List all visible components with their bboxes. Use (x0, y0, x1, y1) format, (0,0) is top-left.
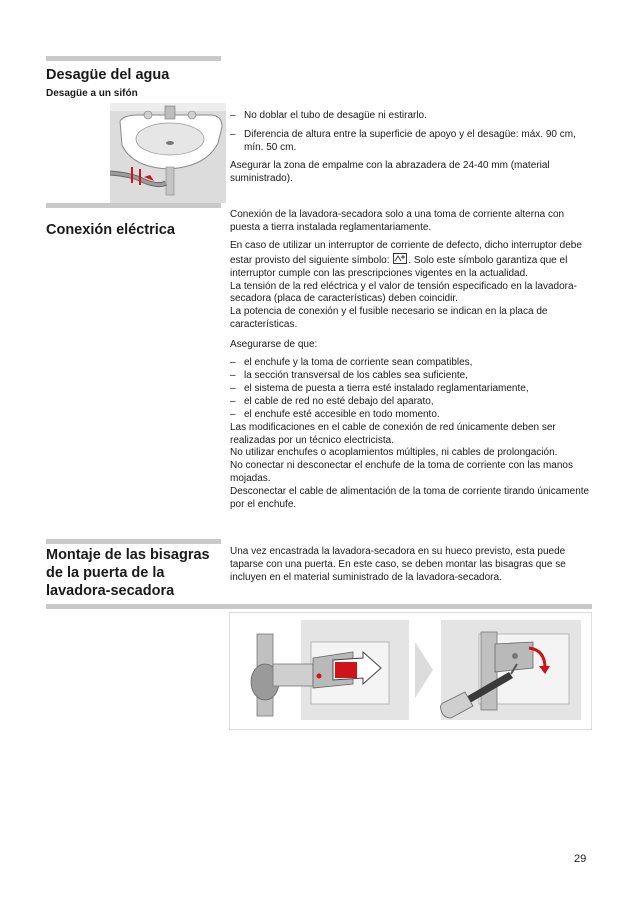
hinges-paragraph: Una vez encastrada la lavadora-secadora en su hueco previsto, esta puede taparse con una puerta. En este caso, se deben montar las bisagras que se incluyen en el material suministrado de la lavadora-secadora. (230, 546, 566, 583)
page-number: 29 (574, 853, 587, 865)
hinge-step-2 (441, 620, 582, 720)
electric-paragraph: Las modificaciones en el cable de conexión de red únicamente deben ser realizadas por un técnico electricista. (230, 421, 556, 446)
checklist-item: – el enchufe esté accesible en todo momento. (230, 408, 440, 420)
section-rule (46, 604, 592, 609)
electric-paragraph: La potencia de conexión y el fusible necesario se indican en la placa de características. (230, 306, 548, 331)
section-title-drain: Desagüe del agua (46, 67, 170, 83)
drain-text (230, 110, 592, 186)
electric-paragraph: En caso de utilizar un interruptor de corriente de defecto, dicho interruptor debe estar provisto del siguiente símbolo: . Solo este símbolo garantiza que el interruptor cumple con las prescripciones vigentes en la actualidad. (230, 239, 582, 279)
drain-bullet: – No doblar el tubo de desagüe ni estirarlo. (230, 110, 427, 121)
checklist-item: – el enchufe y la toma de corriente sean compatibles, (230, 357, 473, 369)
section-rule (46, 56, 221, 61)
sink-siphon-illustration (110, 103, 226, 203)
drain-note: Asegurar la zona de empalme con la abrazadera de 24-40 mm (material suministrado). (230, 159, 550, 184)
checklist-item: – la sección transversal de los cables sea suficiente, (230, 369, 469, 381)
electric-text (230, 209, 592, 512)
hinge-mounting-illustration (229, 612, 592, 730)
electric-paragraph: Desconectar el cable de alimentación de la toma de corriente tirando únicamente por el enchufe. (230, 486, 590, 511)
checklist-item: – el sistema de puesta a tierra esté instalado reglamentariamente, (230, 382, 529, 394)
hinges-text (230, 546, 592, 585)
section-rule (46, 539, 221, 544)
section-rule (46, 203, 221, 208)
electric-paragraph: No conectar ni desconectar el enchufe de la toma de corriente con las manos mojadas. (230, 460, 573, 485)
section-subtitle-siphon: Desagüe a un sifón (46, 88, 138, 99)
section-title-electric: Conexión eléctrica (46, 222, 175, 238)
drain-bullet: – Diferencia de altura entre la superficie de apoyo y el desagüe: máx. 90 cm, mín. 50 cm. (230, 128, 576, 153)
electric-paragraph: No utilizar enchufes o acoplamientos múltiples, ni cables de prolongación. (230, 447, 558, 459)
section-title-hinges: Montaje de las bisagras de la puerta de la lavadora-secadora (46, 547, 210, 599)
electric-paragraph: Conexión de la lavadora-secadora solo a una toma de corriente alterna con puesta a tierra instalada reglamentariamente. (230, 209, 565, 233)
electric-paragraph: La tensión de la red eléctrica y el valor de tensión especificado en la lavadora-secadora (placa de características) deben coincidir. (230, 280, 577, 305)
electric-ensure: Asegurarse de que: (230, 339, 318, 351)
checklist-item: – el cable de red no esté debajo del aparato, (230, 395, 434, 407)
rcd-symbol-icon (393, 253, 407, 264)
electric-checklist (230, 357, 592, 422)
